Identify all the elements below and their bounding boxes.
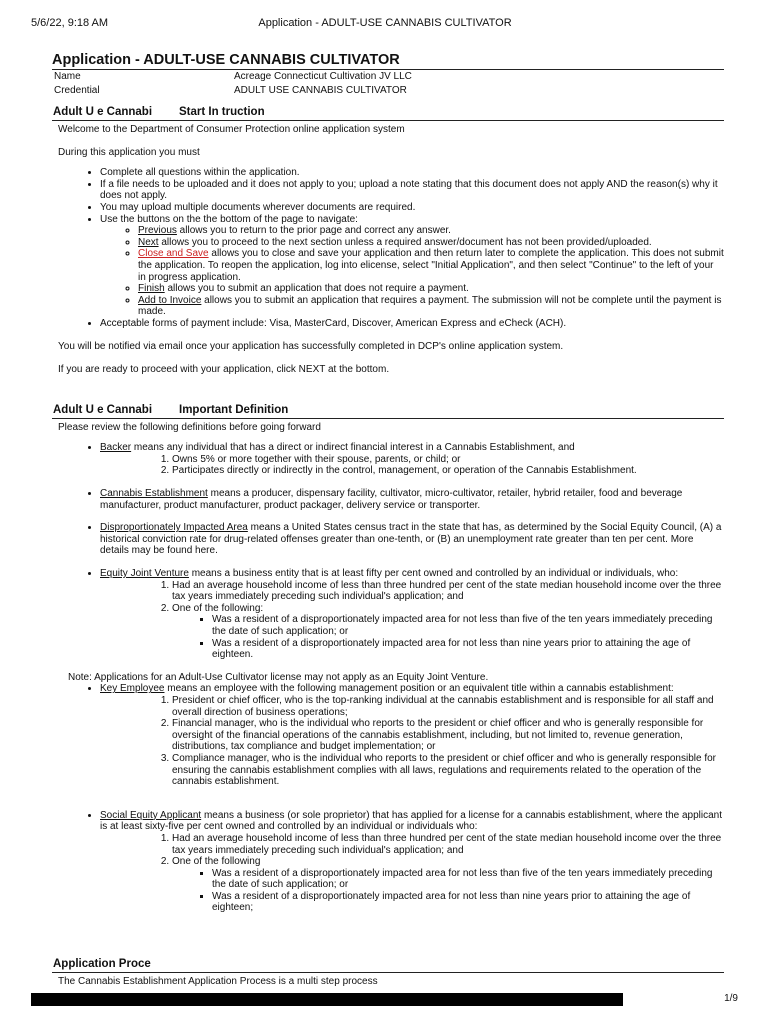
definition-backer xyxy=(58,442,724,477)
list-item xyxy=(100,568,724,661)
list-item: • You may upload multiple documents wherever documents are required. xyxy=(100,202,724,214)
name-value: Acreage Connecticut Cultivation JV LLC xyxy=(234,71,412,82)
list-item: 1. Had an average household income of less than three hundred per cent of the state median household income over the three tax years immediately preceding such individual's application; and xyxy=(172,833,724,856)
definition-disproportionately-impacted-area xyxy=(58,522,724,557)
section-start-instructions-heading xyxy=(52,106,724,121)
list-item xyxy=(100,810,724,914)
print-header xyxy=(31,17,739,31)
list-item xyxy=(138,225,724,237)
definition-cannabis-establishment xyxy=(58,488,724,511)
welcome-text: Welcome to the Department of Consumer Protection online application system xyxy=(58,124,405,135)
list-item: ▪ Was a resident of a disproportionately impacted area for not less than nine years prior to attaining the age of eighteen. xyxy=(212,638,724,661)
list-item: ▪ Was a resident of a disproportionately impacted area for not less than five of the ten years immediately preceding the date of such application; or xyxy=(212,868,724,891)
ejv-residency-list xyxy=(172,614,724,660)
next-link[interactable]: Next xyxy=(138,236,159,248)
ejv-criteria xyxy=(100,580,724,661)
instructions-list xyxy=(58,167,724,329)
section-title: Important Definition xyxy=(179,403,289,416)
list-item xyxy=(172,856,724,914)
footer-bar xyxy=(31,993,623,1006)
add-to-invoice-link[interactable]: Add to Invoice xyxy=(138,294,202,306)
close-and-save-link[interactable]: Close and Save xyxy=(138,248,209,260)
notify-text: You will be notified via email once your application has successfully completed in DCP's online application system. xyxy=(58,340,564,352)
item-text: means an employee with the following management position or an equivalent title within a cannabis establishment: xyxy=(164,683,674,695)
document-body xyxy=(52,52,724,988)
during-text: During this application you must xyxy=(58,146,200,158)
previous-link[interactable]: Previous xyxy=(138,225,177,237)
disproportionately-impacted-area-link[interactable]: Disproportionately Impacted Area xyxy=(100,522,248,534)
list-item xyxy=(100,683,724,787)
section-definitions-heading xyxy=(52,404,724,419)
key-employee-roles xyxy=(100,695,724,788)
definition-key-employee xyxy=(58,683,724,787)
list-item: 2. Financial manager, who is the individual who reports to the president or chief officer and who is generally responsible for oversight of the financial operations of the cannabis establishment, including, but not limited to, revenue generation, distributions, tax compliance and budget implementation; or xyxy=(172,718,724,753)
section-prefix: Adult U e Cannabi xyxy=(53,106,153,118)
sea-residency-list xyxy=(172,868,724,914)
nav-buttons-list xyxy=(100,225,724,318)
list-item xyxy=(138,237,724,249)
item-text: means any individual that has a direct or indirect financial interest in a Cannabis Establishment, and xyxy=(131,442,575,454)
list-item xyxy=(138,283,724,295)
list-item xyxy=(172,603,724,661)
item-text: means a business entity that is at least fifty per cent owned and controlled by an individual or individuals, who: xyxy=(188,568,679,580)
list-item: ▪ Was a resident of a disproportionately impacted area for not less than nine years prior to attaining the age of eighteen; xyxy=(212,891,724,914)
item-text: means a business (or sole proprietor) that has applied for a license for a cannabis establishment, where the applicant is at least sixty-five per cent owned and controlled by an individual or individuals who: xyxy=(100,809,723,833)
item-text: allows you to proceed to the next section unless a required answer/document has not been provided/uploaded. xyxy=(158,236,652,248)
definition-equity-joint-venture xyxy=(58,568,724,661)
section-application-process xyxy=(52,976,724,988)
credential-value: ADULT USE CANNABIS CULTIVATOR xyxy=(234,84,407,96)
backer-link[interactable]: Backer xyxy=(100,442,132,454)
list-item xyxy=(138,295,724,318)
equity-joint-venture-link[interactable]: Equity Joint Venture xyxy=(100,568,189,580)
backer-criteria xyxy=(100,454,724,477)
process-intro: The Cannabis Establishment Application Process is a multi step process xyxy=(58,976,378,988)
print-title: Application - ADULT-USE CANNABIS CULTIVATOR xyxy=(258,17,512,29)
proceed-text: If you are ready to proceed with your application, click NEXT at the bottom. xyxy=(58,364,390,376)
social-equity-applicant-link[interactable]: Social Equity Applicant xyxy=(100,809,202,821)
item-text: allows you to return to the prior page and correct any answer. xyxy=(176,225,451,237)
section-prefix: Adult U e Cannabi xyxy=(53,403,153,416)
list-item: • Acceptable forms of payment include: Visa, MasterCard, Discover, American Express and eCheck (ACH). xyxy=(100,318,724,330)
definition-social-equity-applicant xyxy=(58,810,724,914)
info-row-name xyxy=(52,70,724,84)
page-title: Application - ADULT-USE CANNABIS CULTIVATOR xyxy=(52,52,724,70)
item-text: One of the following xyxy=(172,856,261,868)
section-title: Start In truction xyxy=(179,106,265,118)
sea-criteria xyxy=(100,833,724,914)
key-employee-link[interactable]: Key Employee xyxy=(100,683,165,695)
list-item: • Complete all questions within the application. xyxy=(100,167,724,179)
section-definitions xyxy=(52,422,724,914)
list-item: ▪ Was a resident of a disproportionately impacted area for not less than five of the ten years immediately preceding the date of such application; or xyxy=(212,614,724,637)
section-application-process-heading xyxy=(52,958,724,973)
list-item xyxy=(100,522,724,557)
item-text: means a United States census tract in the state that has, as determined by the Social Equity Council, (A) a historical conviction rate for drug-related offenses greater than one-tenth, or (B) an unemployment rate greater than ten per cent. More details may be found here. xyxy=(100,522,722,557)
page-number: 1/9 xyxy=(724,993,738,1004)
list-item xyxy=(100,442,724,477)
list-item xyxy=(100,214,724,318)
name-label: Name xyxy=(54,71,81,82)
item-text: allows you to submit an application that requires a payment. The submission will not be complete until the payment is made. xyxy=(138,294,722,318)
finish-link[interactable]: Finish xyxy=(138,283,165,295)
list-item: 2. Participates directly or indirectly in the control, management, or operation of the Cannabis Establishment. xyxy=(172,465,724,477)
item-text: means a producer, dispensary facility, cultivator, micro-cultivator, retailer, hybrid retailer, food and beverage manufacturer, product manufacturer, product packager, delivery service or transporter. xyxy=(100,488,683,511)
cannabis-establishment-link[interactable]: Cannabis Establishment xyxy=(100,488,208,500)
definitions-intro: Please review the following definitions before going forward xyxy=(58,421,321,433)
list-item xyxy=(138,248,724,283)
list-item: 1. Owns 5% or more together with their spouse, parents, or child; or xyxy=(172,454,724,466)
print-datetime: 5/6/22, 9:18 AM xyxy=(31,17,109,29)
credential-label: Credential xyxy=(54,84,100,96)
item-text: One of the following: xyxy=(172,602,264,614)
list-item: 1. Had an average household income of less than three hundred per cent of the state median household income over the three tax years immediately preceding such individual's application; and xyxy=(172,580,724,603)
section-start-instructions xyxy=(52,124,724,376)
item-text: allows you to submit an application that does not require a payment. xyxy=(164,283,469,295)
list-item: 3. Compliance manager, who is the individual who reports to the president or chief officer and who is generally responsible for ensuring the cannabis establishment complies with all laws, regulations and requirements related to the operation of the cannabis establishment. xyxy=(172,753,724,788)
info-row-credential xyxy=(52,84,724,98)
item-text: allows you to close and save your application and then return later to complete the application. This does not submit the application. To reopen the application, log into elicense, select "Initial Application", and then select "Continue" to the left of your in progress application. xyxy=(138,248,724,283)
list-item xyxy=(100,488,724,511)
nav-intro: Use the buttons on the the bottom of the page to navigate: xyxy=(100,213,358,225)
list-item: 1. President or chief officer, who is the top-ranking individual at the cannabis establishment and is responsible for all staff and overall direction of business operations; xyxy=(172,695,724,718)
section-title: Application Proce xyxy=(53,958,151,971)
list-item: • If a file needs to be uploaded and it does not apply to you; upload a note stating that this document does not apply AND the reason(s) why it does not apply. xyxy=(100,179,724,202)
ejv-note: Note: Applications for an Adult-Use Cultivator license may not apply as an Equity Joint Venture. xyxy=(68,671,489,683)
